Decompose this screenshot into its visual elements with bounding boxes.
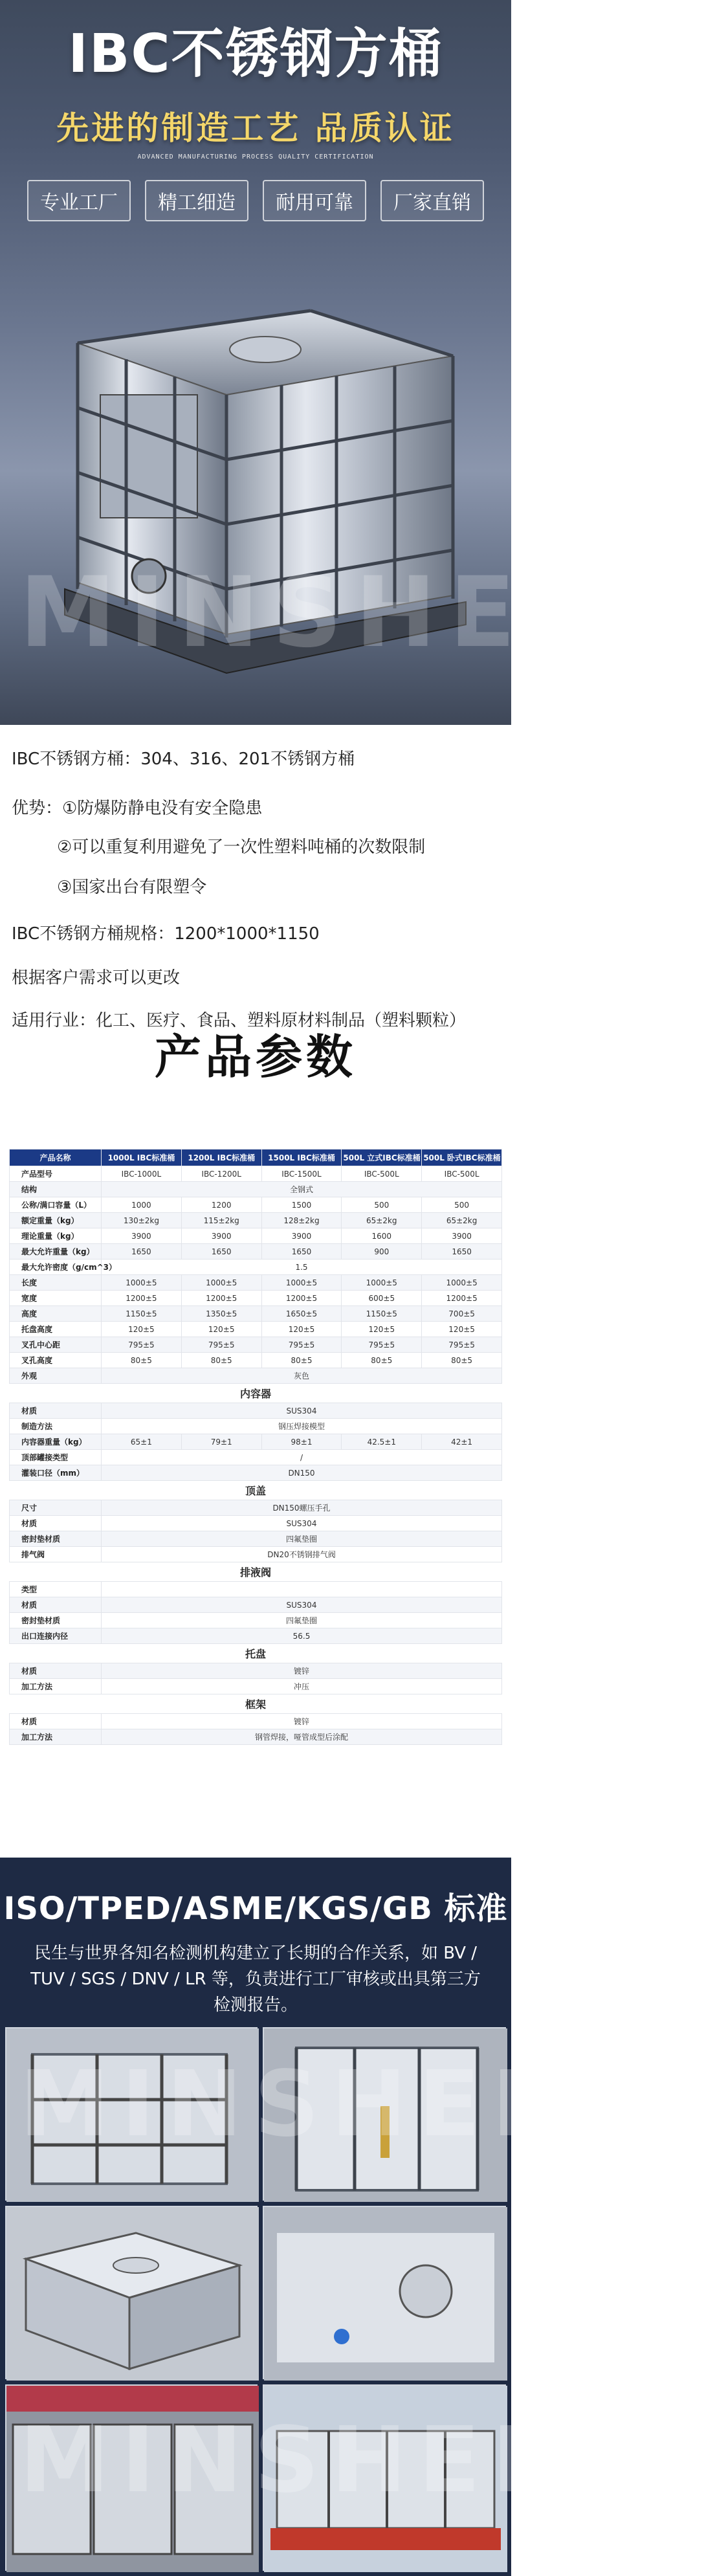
param-value: 500 [342, 1197, 422, 1213]
param-value: 3900 [422, 1228, 502, 1244]
cert-title: ISO/TPED/ASME/KGS/GB 标准 [3, 1891, 508, 1927]
params-row [10, 1291, 502, 1306]
params-row [10, 1228, 502, 1244]
param-value: 128±2kg [261, 1213, 342, 1228]
hero-tags [0, 180, 511, 221]
param-value [102, 1582, 502, 1597]
params-row [10, 1434, 502, 1450]
params-row [10, 1306, 502, 1322]
param-value: 3900 [102, 1228, 182, 1244]
section-title: 内容器 [10, 1384, 502, 1403]
param-value: 80±5 [181, 1353, 261, 1368]
param-value: 795±5 [181, 1337, 261, 1353]
param-label: 材质 [10, 1714, 102, 1729]
params-row [10, 1628, 502, 1644]
cert-description: 民生与世界各知名检测机构建立了长期的合作关系，如 BV / TUV / SGS / DNV / LR 等，负责进行工厂审核或出具第三方检测报告。 [30, 1944, 481, 2015]
param-value: DN150 [102, 1465, 502, 1481]
param-value: IBC-1200L [181, 1166, 261, 1182]
params-section-row [10, 1384, 502, 1403]
param-value: 80±5 [102, 1353, 182, 1368]
param-value: 42±1 [422, 1434, 502, 1450]
param-value: 600±5 [342, 1291, 422, 1306]
param-value: 795±5 [342, 1337, 422, 1353]
section-title: 框架 [10, 1694, 502, 1714]
params-section-row [10, 1694, 502, 1714]
param-value: 1600 [342, 1228, 422, 1244]
param-value: 四氟垫圈 [102, 1613, 502, 1628]
params-row [10, 1597, 502, 1613]
param-value: 1650 [422, 1244, 502, 1260]
param-label: 高度 [10, 1306, 102, 1322]
section-title: 排液阀 [10, 1562, 502, 1582]
param-value: 1000±5 [422, 1275, 502, 1291]
param-label: 额定重量（kg） [10, 1213, 102, 1228]
param-value: DN150螺压手孔 [102, 1500, 502, 1516]
param-value: 1500 [261, 1197, 342, 1213]
param-value: 钢管焊接，哑管成型后涂配 [102, 1729, 502, 1745]
param-label: 最大允许重量（kg） [10, 1244, 102, 1260]
param-value: 65±1 [102, 1434, 182, 1450]
section-title: 托盘 [10, 1644, 502, 1663]
product-photo [263, 2384, 506, 2571]
param-value: 1200 [181, 1197, 261, 1213]
param-value: 1350±5 [181, 1306, 261, 1322]
param-label: 材质 [10, 1597, 102, 1613]
param-label: 产品型号 [10, 1166, 102, 1182]
params-row [10, 1613, 502, 1628]
params-section-row [10, 1644, 502, 1663]
param-value: 1150±5 [342, 1306, 422, 1322]
param-value: 1200±5 [422, 1291, 502, 1306]
param-value: 795±5 [102, 1337, 182, 1353]
cert-watermark: MINSHENG [19, 2052, 666, 2157]
params-section-row [10, 1562, 502, 1582]
params-title: 产品参数 [154, 1030, 357, 1084]
param-label: 长度 [10, 1275, 102, 1291]
param-value: 120±5 [181, 1322, 261, 1337]
params-header-row [10, 1149, 502, 1166]
param-value: 1000±5 [342, 1275, 422, 1291]
params-section-row [10, 1481, 502, 1500]
param-value: 500 [422, 1197, 502, 1213]
param-value: 3900 [261, 1228, 342, 1244]
param-label: 加工方法 [10, 1679, 102, 1694]
param-value: 80±5 [422, 1353, 502, 1368]
params-table [9, 1149, 502, 1745]
params-row [10, 1679, 502, 1694]
params-row [10, 1322, 502, 1337]
header-cell: 1000L IBC标准桶 [102, 1149, 182, 1166]
param-value: IBC-500L [422, 1166, 502, 1182]
param-value: 镀锌 [102, 1663, 502, 1679]
param-value: 120±5 [261, 1322, 342, 1337]
param-label: 材质 [10, 1663, 102, 1679]
params-row [10, 1419, 502, 1434]
param-value: 钢压焊接模型 [102, 1419, 502, 1434]
intro-advantage: 优势：①防爆防静电没有安全隐患 [12, 799, 263, 818]
param-label: 顶部罐接类型 [10, 1450, 102, 1465]
param-value: IBC-1000L [102, 1166, 182, 1182]
param-value: 四氟垫圈 [102, 1531, 502, 1547]
param-value: 80±5 [342, 1353, 422, 1368]
param-value: 79±1 [181, 1434, 261, 1450]
params-row [10, 1368, 502, 1384]
param-label: 加工方法 [10, 1729, 102, 1745]
param-value: 冲压 [102, 1679, 502, 1694]
param-value: DN20不锈钢排气阀 [102, 1547, 502, 1562]
param-value: 120±5 [102, 1322, 182, 1337]
hero-tag: 厂家直销 [380, 180, 484, 221]
product-photo [5, 2206, 258, 2379]
intro-spec: IBC不锈钢方桶规格：1200*1000*1150 [12, 924, 320, 944]
param-value: IBC-1500L [261, 1166, 342, 1182]
params-row [10, 1547, 502, 1562]
params-row [10, 1714, 502, 1729]
param-value: 1.5 [102, 1260, 502, 1275]
param-value: 全钢式 [102, 1182, 502, 1197]
hero-slogan: 先进的制造工艺 品质认证 [56, 109, 455, 147]
param-label: 类型 [10, 1582, 102, 1597]
param-value: 灰色 [102, 1368, 502, 1384]
param-value: 1000 [102, 1197, 182, 1213]
param-label: 材质 [10, 1516, 102, 1531]
param-value: SUS304 [102, 1403, 502, 1419]
param-label: 灌装口径（mm） [10, 1465, 102, 1481]
param-label: 密封垫材质 [10, 1613, 102, 1628]
param-value: 1000±5 [181, 1275, 261, 1291]
param-label: 材质 [10, 1403, 102, 1419]
params-row [10, 1166, 502, 1182]
hero-subtitle: ADVANCED MANUFACTURING PROCESS QUALITY CERTIFICATION [137, 153, 374, 161]
param-label: 公称/满口容量（L） [10, 1197, 102, 1213]
hero-tag: 耐用可靠 [263, 180, 366, 221]
intro-advantage-2: ②可以重复利用避免了一次性塑料吨桶的次数限制 [57, 838, 426, 857]
params-table-body [10, 1166, 502, 1745]
hero-tag: 精工细造 [145, 180, 248, 221]
param-value: 795±5 [422, 1337, 502, 1353]
param-value: 700±5 [422, 1306, 502, 1322]
product-photo [263, 2206, 506, 2379]
header-cell: 1500L IBC标准桶 [261, 1149, 342, 1166]
param-value: SUS304 [102, 1597, 502, 1613]
param-label: 排气阀 [10, 1547, 102, 1562]
params-row [10, 1337, 502, 1353]
params-row [10, 1729, 502, 1745]
param-label: 托盘高度 [10, 1322, 102, 1337]
params-row [10, 1403, 502, 1419]
header-cell: 产品名称 [10, 1149, 102, 1166]
param-label: 制造方法 [10, 1419, 102, 1434]
param-label: 最大允许密度（g/cm^3） [10, 1260, 102, 1275]
intro-industries: 适用行业：化工、医疗、食品、塑料原材料制品（塑料颗粒） [12, 1011, 467, 1030]
certification-section [0, 1858, 666, 2576]
param-value: 1650 [261, 1244, 342, 1260]
hero-watermark: MINSHENG [19, 557, 715, 669]
header-cell: 500L 卧式IBC标准桶 [422, 1149, 502, 1166]
param-label: 宽度 [10, 1291, 102, 1306]
product-photo [263, 2027, 506, 2201]
param-label: 出口连接内径 [10, 1628, 102, 1644]
param-label: 理论重量（kg） [10, 1228, 102, 1244]
param-value: / [102, 1450, 502, 1465]
param-label: 内容器重量（kg） [10, 1434, 102, 1450]
hero-tag: 专业工厂 [27, 180, 131, 221]
param-value: 1000±5 [102, 1275, 182, 1291]
param-label: 叉孔高度 [10, 1353, 102, 1368]
product-intro [0, 725, 511, 1036]
param-value: 1650±5 [261, 1306, 342, 1322]
param-value: 80±5 [261, 1353, 342, 1368]
product-photo [5, 2384, 258, 2571]
params-row [10, 1663, 502, 1679]
intro-advantage-3: ③国家出台有限塑令 [57, 878, 207, 897]
param-value: 795±5 [261, 1337, 342, 1353]
param-value: 1200±5 [261, 1291, 342, 1306]
params-row [10, 1182, 502, 1197]
param-label: 密封垫材质 [10, 1531, 102, 1547]
param-label: 叉孔中心距 [10, 1337, 102, 1353]
param-value: 镀锌 [102, 1714, 502, 1729]
param-value: 130±2kg [102, 1213, 182, 1228]
param-label: 结构 [10, 1182, 102, 1197]
params-row [10, 1465, 502, 1481]
param-value: 1200±5 [181, 1291, 261, 1306]
param-value: 1150±5 [102, 1306, 182, 1322]
param-value: 98±1 [261, 1434, 342, 1450]
param-value: 120±5 [422, 1322, 502, 1337]
params-row [10, 1500, 502, 1516]
product-photo [5, 2027, 258, 2201]
param-label: 外观 [10, 1368, 102, 1384]
params-row [10, 1197, 502, 1213]
params-row [10, 1353, 502, 1368]
param-value: 1000±5 [261, 1275, 342, 1291]
param-value: 65±2kg [342, 1213, 422, 1228]
param-value: 56.5 [102, 1628, 502, 1644]
param-value: 1650 [102, 1244, 182, 1260]
params-row [10, 1213, 502, 1228]
params-row [10, 1275, 502, 1291]
section-title: 顶盖 [10, 1481, 502, 1500]
params-row [10, 1531, 502, 1547]
params-row [10, 1516, 502, 1531]
param-label: 尺寸 [10, 1500, 102, 1516]
param-value: IBC-500L [342, 1166, 422, 1182]
hero-title: IBC不锈钢方桶 [68, 23, 443, 85]
param-value: SUS304 [102, 1516, 502, 1531]
params-row [10, 1244, 502, 1260]
param-value: 3900 [181, 1228, 261, 1244]
header-cell: 1200L IBC标准桶 [181, 1149, 261, 1166]
param-value: 900 [342, 1244, 422, 1260]
header-cell: 500L 立式IBC标准桶 [342, 1149, 422, 1166]
params-row [10, 1450, 502, 1465]
param-value: 1200±5 [102, 1291, 182, 1306]
intro-custom: 根据客户需求可以更改 [12, 968, 181, 988]
hero-banner [0, 0, 715, 725]
param-value: 120±5 [342, 1322, 422, 1337]
param-value: 42.5±1 [342, 1434, 422, 1450]
cert-watermark: MINSHENG [19, 2408, 666, 2513]
params-row [10, 1582, 502, 1597]
intro-material: IBC不锈钢方桶：304、316、201不锈钢方桶 [12, 749, 355, 769]
params-row [10, 1260, 502, 1275]
param-value: 1650 [181, 1244, 261, 1260]
param-value: 115±2kg [181, 1213, 261, 1228]
param-value: 65±2kg [422, 1213, 502, 1228]
